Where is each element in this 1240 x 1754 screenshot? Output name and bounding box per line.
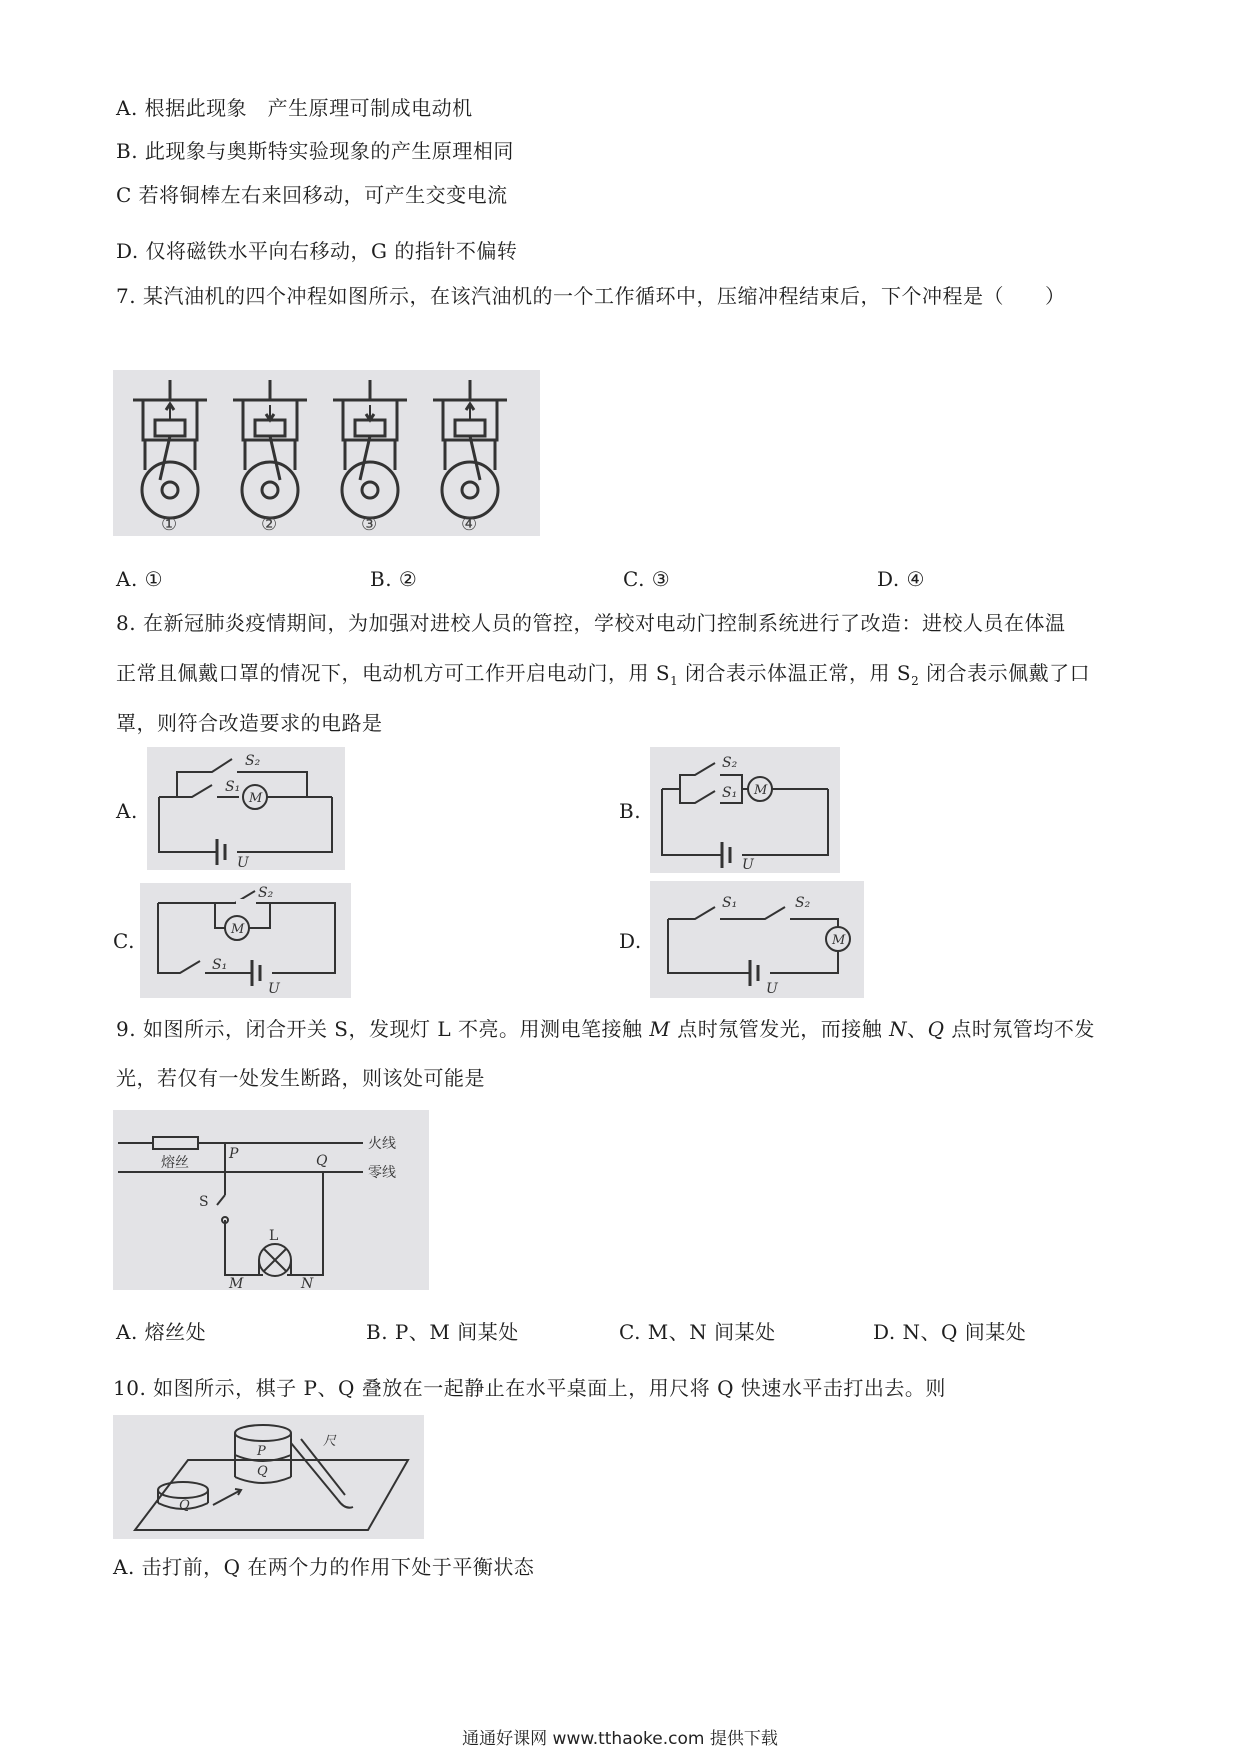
circuit-a-figure xyxy=(147,747,345,870)
q9-option-d: D. N、Q 间某处 xyxy=(873,1320,1027,1344)
q8-label-d: D. xyxy=(619,929,642,953)
q9-option-a: A. 熔丝处 xyxy=(116,1320,207,1344)
q8-label-a: A. xyxy=(116,799,138,823)
q6-option-c: C 若将铜棒左右来回移动，可产生交变电流 xyxy=(116,183,508,207)
svg-text:M: M xyxy=(249,791,263,806)
q8-stem-line1: 8. 在新冠肺炎疫情期间，为加强对进校人员的管控，学校对电动门控制系统进行了改造：进校人员在体温 xyxy=(116,611,1066,635)
q9-stem-line1: 9. 如图所示，闭合开关 S，发现灯 L 不亮。用测电笔接触 M 点时氖管发光，而接触 N、Q 点时氖管均不发 xyxy=(116,1017,1095,1041)
q7-option-c: C. ③ xyxy=(623,567,671,591)
q7-stem: 7. 某汽油机的四个冲程如图所示，在该汽油机的一个工作循环中，压缩冲程结束后，下个冲程是（ ） xyxy=(116,284,1066,308)
q9-stem-line2: 光，若仅有一处发生断路，则该处可能是 xyxy=(116,1066,485,1090)
svg-text:S₁: S₁ xyxy=(722,895,738,911)
q6-option-b: B. 此现象与奥斯特实验现象的产生原理相同 xyxy=(116,139,514,163)
svg-text:熔丝: 熔丝 xyxy=(161,1155,189,1171)
svg-text:S₂: S₂ xyxy=(722,755,738,771)
engine-label-4: ④ xyxy=(461,514,478,535)
q7-option-b: B. ② xyxy=(370,567,418,591)
svg-text:S₂: S₂ xyxy=(258,885,274,901)
svg-text:M: M xyxy=(832,933,846,948)
engine-strokes-figure xyxy=(113,370,540,536)
circuit-b-figure xyxy=(650,747,840,873)
svg-text:S₂: S₂ xyxy=(795,895,811,911)
svg-text:M: M xyxy=(229,1276,244,1290)
q8-stem-line2: 正常且佩戴口罩的情况下，电动机方可工作开启电动门，用 $S_1$ 闭合表示体温正常，用 $S_2$ 闭合表示佩戴了口 xyxy=(116,661,1091,688)
svg-text:U: U xyxy=(766,981,778,997)
chess-pieces-figure xyxy=(113,1415,424,1539)
q9-option-b: B. P、M 间某处 xyxy=(366,1320,519,1344)
svg-text:P: P xyxy=(229,1146,239,1162)
q8-stem-line3: 罩，则符合改造要求的电路是 xyxy=(116,711,383,735)
svg-text:L: L xyxy=(269,1228,279,1244)
svg-text:U: U xyxy=(237,855,249,870)
svg-text:Q: Q xyxy=(179,1498,190,1513)
svg-text:Q: Q xyxy=(257,1464,268,1479)
q6-option-a: A. 根据此现象 产生原理可制成电动机 xyxy=(116,96,473,120)
page-footer: 通通好课网 www.tthaoke.com 提供下载 xyxy=(462,1729,778,1749)
svg-text:N: N xyxy=(301,1276,314,1290)
q6-option-d: D. 仅将磁铁水平向右移动，G 的指针不偏转 xyxy=(116,239,518,263)
q8-label-b: B. xyxy=(619,799,642,823)
q9-option-c: C. M、N 间某处 xyxy=(619,1320,776,1344)
svg-text:P: P xyxy=(257,1444,266,1459)
svg-text:U: U xyxy=(742,857,754,873)
circuit-c-figure xyxy=(140,883,351,998)
svg-text:尺: 尺 xyxy=(323,1434,337,1449)
svg-text:零线: 零线 xyxy=(368,1165,396,1181)
engine-label-3: ③ xyxy=(361,514,378,535)
household-circuit-figure xyxy=(113,1110,429,1290)
svg-text:火线: 火线 xyxy=(368,1136,396,1152)
svg-text:S₂: S₂ xyxy=(245,753,261,769)
svg-text:U: U xyxy=(268,981,280,997)
q10-option-a: A. 击打前，Q 在两个力的作用下处于平衡状态 xyxy=(113,1555,535,1579)
engine-label-1: ① xyxy=(161,514,178,535)
q7-option-d: D. ④ xyxy=(877,567,925,591)
svg-text:S₁: S₁ xyxy=(212,957,228,973)
svg-text:M: M xyxy=(231,922,245,937)
svg-text:S₁: S₁ xyxy=(225,779,241,795)
circuit-d-figure xyxy=(650,881,864,998)
q8-label-c: C. xyxy=(113,929,135,953)
svg-text:Q: Q xyxy=(316,1153,328,1169)
q10-stem: 10. 如图所示，棋子 P、Q 叠放在一起静止在水平桌面上，用尺将 Q 快速水平击打出去。则 xyxy=(113,1376,946,1400)
svg-text:S₁: S₁ xyxy=(722,785,738,801)
q7-option-a: A. ① xyxy=(116,567,164,591)
svg-text:M: M xyxy=(754,783,768,798)
engine-label-2: ② xyxy=(261,514,278,535)
svg-text:S: S xyxy=(199,1194,209,1210)
